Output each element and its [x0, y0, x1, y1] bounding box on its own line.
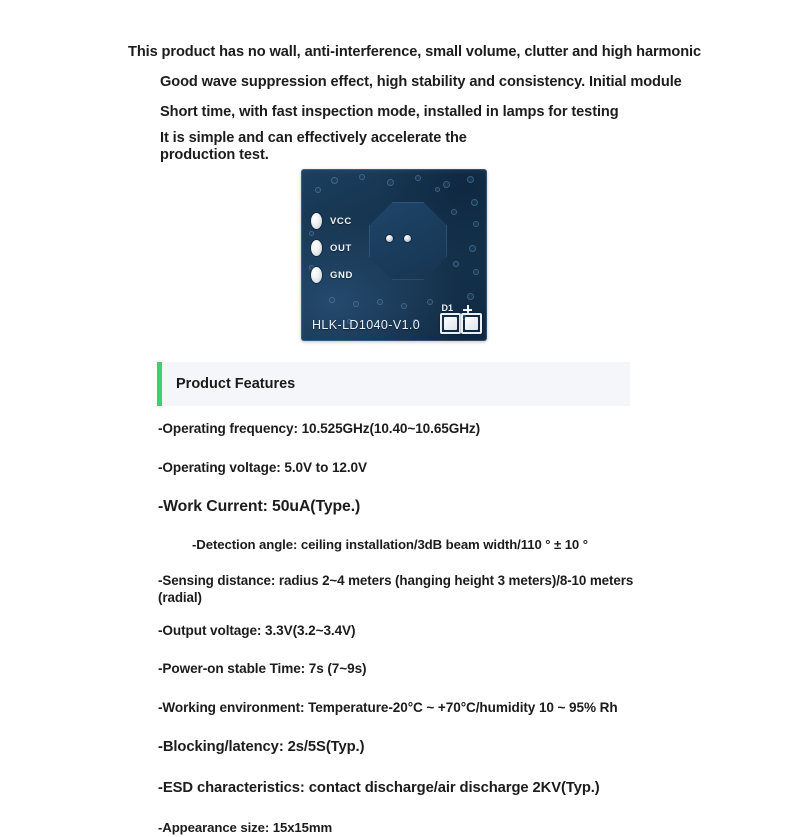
feature-item: -Sensing distance: radius 2~4 meters (hanging height 3 meters)/8-10 meters (radial) [158, 572, 634, 606]
intro-line-4: It is simple and can effectively accelerate the [160, 130, 467, 146]
pcb-module-image [301, 169, 487, 341]
pcb-via [353, 301, 359, 307]
pcb-via [471, 199, 478, 206]
pcb-part-number-silkscreen: HLK-LD1040-V1.0 [312, 318, 421, 332]
pcb-via [377, 299, 383, 305]
pcb-via [315, 187, 321, 193]
product-features-list [0, 420, 800, 837]
pcb-pin-out [311, 240, 352, 256]
intro-paragraph [0, 44, 800, 163]
pcb-via [329, 297, 335, 303]
feature-item: -Operating voltage: 5.0V to 12.0V [158, 460, 367, 476]
pcb-via [435, 187, 440, 192]
pcb-smd-pad-1 [440, 313, 461, 334]
feature-item: -Appearance size: 15x15mm [158, 820, 333, 836]
pcb-pad-gnd [311, 267, 322, 283]
pcb-via [415, 175, 421, 181]
pcb-via [331, 177, 338, 184]
feature-item: -Working environment: Temperature-20°C ~ +70°C/humidity 10 ~ 95% Rh [158, 699, 618, 715]
intro-line-2: Good wave suppression effect, high stability and consistency. Initial module [160, 74, 682, 90]
feature-item: -Work Current: 50uA(Type.) [158, 497, 361, 515]
feature-item: -Output voltage: 3.3V(3.2~3.4V) [158, 623, 356, 639]
pcb-via [401, 303, 407, 309]
pcb-d1-silkscreen-label: D1 [441, 303, 453, 313]
pcb-via [469, 245, 476, 252]
pcb-via [453, 261, 459, 267]
intro-line-5: production test. [160, 147, 269, 163]
pcb-smd-pad-2 [461, 313, 482, 334]
pcb-pin-label-vcc: VCC [330, 215, 352, 227]
pcb-via [467, 176, 474, 183]
antenna-via-left [386, 235, 393, 242]
pcb-board [301, 169, 487, 341]
features-accent-bar [157, 362, 162, 406]
antenna-via-right [404, 235, 411, 242]
feature-item: -Detection angle: ceiling installation/3dB beam width/110 ° ± 10 ° [192, 537, 588, 552]
pcb-pad-vcc [311, 213, 322, 229]
pcb-via [359, 174, 365, 180]
pcb-via [443, 181, 450, 188]
feature-item: -Operating frequency: 10.525GHz(10.40~10.65GHz) [158, 421, 481, 436]
feature-item: -Power-on stable Time: 7s (7~9s) [158, 660, 367, 676]
intro-line-3: Short time, with fast inspection mode, installed in lamps for testing [160, 104, 619, 120]
pcb-via [387, 179, 394, 186]
pcb-via [427, 299, 433, 305]
pcb-via [451, 209, 457, 215]
pcb-via [473, 221, 479, 227]
pcb-via [473, 269, 479, 275]
feature-item: -ESD characteristics: contact discharge/air discharge 2KV(Typ.) [158, 780, 600, 797]
pcb-pin-label-gnd: GND [330, 269, 353, 281]
pcb-via [467, 293, 474, 300]
pcb-pin-vcc [311, 213, 352, 229]
pcb-via [309, 231, 314, 236]
feature-item: -Blocking/latency: 2s/5S(Typ.) [158, 739, 365, 756]
pcb-pin-gnd [311, 267, 353, 283]
intro-line-1: This product has no wall, anti-interference, small volume, clutter and high harmonic [128, 44, 702, 60]
features-title: Product Features [176, 376, 296, 392]
pcb-pin-label-out: OUT [330, 242, 352, 254]
pcb-pad-out [311, 240, 322, 256]
product-features-header [157, 362, 630, 406]
